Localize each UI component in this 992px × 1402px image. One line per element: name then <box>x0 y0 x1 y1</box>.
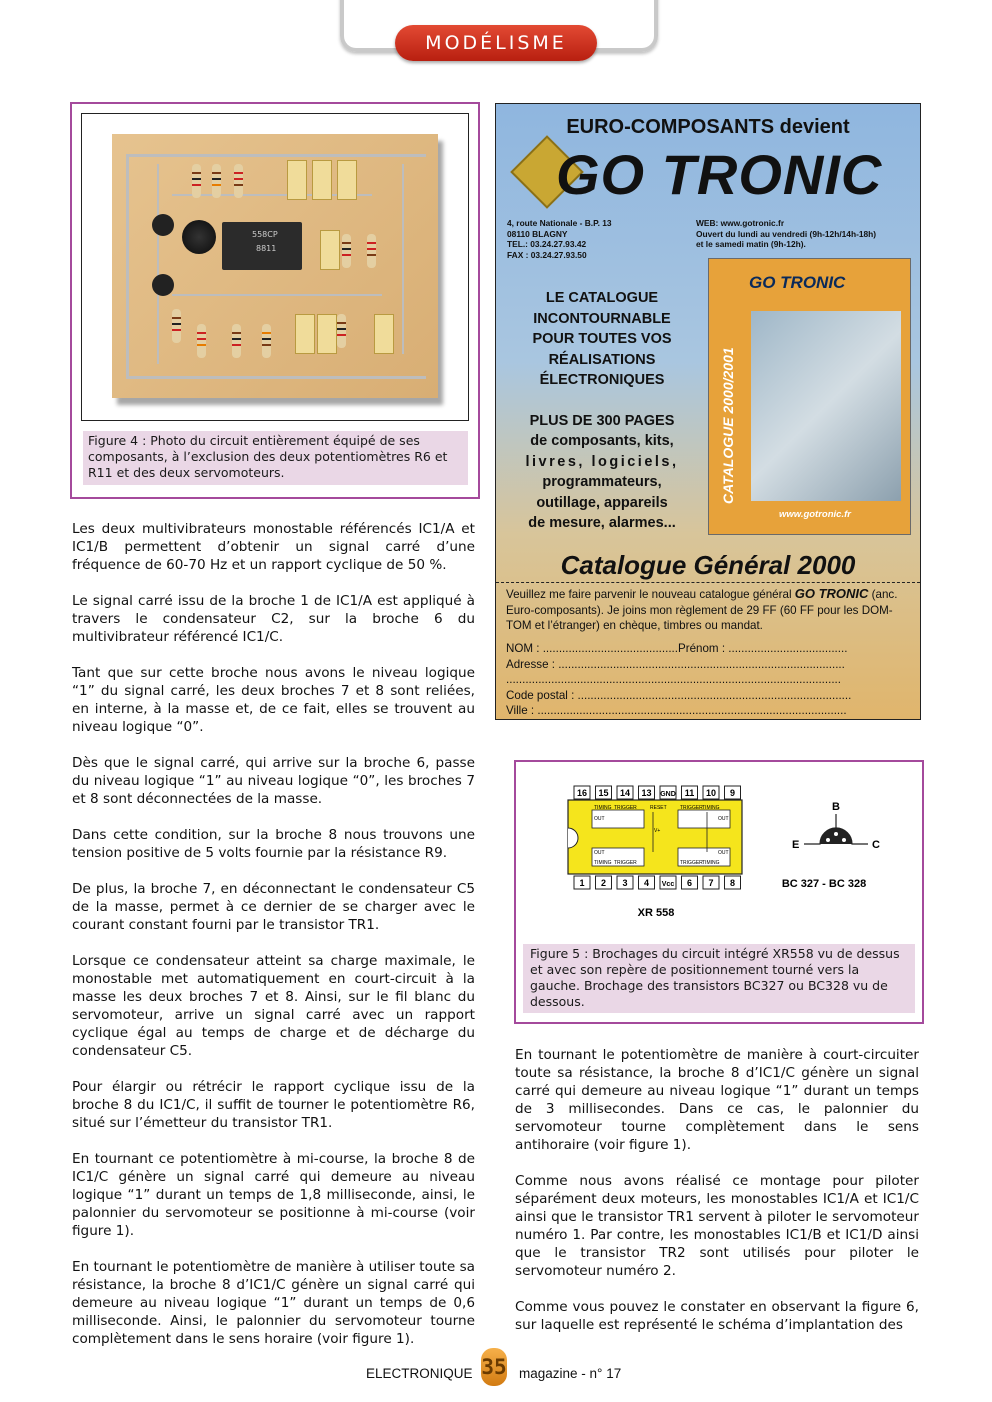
gotronic-advertisement <box>495 103 921 720</box>
circuit-board <box>112 134 438 398</box>
book-logo: GO TRONIC <box>749 273 846 292</box>
svg-text:TRIGGER: TRIGGER <box>680 860 703 866</box>
figure-5 <box>514 760 924 1024</box>
svg-text:XR 558: XR 558 <box>637 907 675 919</box>
pin-top-10-label: 10 <box>705 788 717 798</box>
paragraph: En tournant le potentiomètre de manière à court-circuiter toute sa résistance, la broche 8 d’IC1/C génère un signal carré qui demeure au niveau logique “1” durant un temps de 3 millisecondes. Dans ce cas, le palonnier du servomoteur tourne complètement dans le sens antihoraire (voir figure 1). <box>515 1047 919 1153</box>
svg-text:CATALOGUE 2000/2001: CATALOGUE 2000/2001 <box>720 347 736 504</box>
catalogue-cover <box>708 258 911 535</box>
address-field[interactable]: Adresse : ......................................................................................... <box>506 657 845 671</box>
paragraph: Dès que le signal carré, qui arrive sur la broche 6, passe du niveau logique “1” au niveau logique “0”, les broches 7 et 8 sont déconnectées de la masse. <box>72 755 475 807</box>
pin-bottom-2-label: 2 <box>600 878 607 888</box>
figure-4-caption: Figure 4 : Photo du circuit entièrement équipé de ses composants, à l’exclusion des deux potentiomètres R6 et R11 et des deux servomoteurs. <box>83 431 468 485</box>
left-column-text <box>72 520 475 1366</box>
pin-bottom-1-label: 1 <box>579 878 585 888</box>
pin-top-15-label: 15 <box>598 788 609 798</box>
paragraph: En tournant le potentiomètre de manière à utiliser toute sa résistance, la broche 8 d’IC1/C génère un signal carré qui demeure au niveau logique “1” durant un temps de 0,6 milliseconde. Ainsi, le palonnier du servomoteur tourne complètement dans le sens horaire (voir figure 1). <box>72 1259 475 1347</box>
page-number: 35 <box>481 1348 507 1386</box>
svg-text:TRIGGER: TRIGGER <box>680 805 703 811</box>
section-banner: MODÉLISME <box>395 25 597 61</box>
book-url: www.gotronic.fr <box>779 509 851 520</box>
ic-chip: 558CP 8811 <box>222 222 302 270</box>
order-form <box>496 582 920 719</box>
pin-top-GND-label: GND <box>660 791 676 798</box>
pin-top-14-label: 14 <box>619 788 631 798</box>
paragraph: Dans cette condition, sur la broche 8 nous trouvons une tension positive de 5 volts fournie par la résistance R9. <box>72 827 475 861</box>
catalogue-pitch: LE CATALOGUE INCONTOURNABLE POUR TOUTES VOS RÉALISATIONS ÉLECTRONIQUES PLUS DE 300 PAGES de composants, kits, livres, logiciels, programmateurs, outillage, appareils de mesure, alarmes... <box>525 290 679 531</box>
ad-headline: Catalogue Général 2000 <box>560 550 856 580</box>
ad-logo: GO TRONIC <box>556 143 883 206</box>
svg-text:OUT: OUT <box>594 816 605 822</box>
svg-text:TIMING: TIMING <box>702 805 720 811</box>
ad-title: EURO-COMPOSANTS devient <box>566 116 850 138</box>
city-field[interactable]: Ville : ................................................................................................ <box>506 704 847 717</box>
pin-bottom-Vcc-label: Vcc <box>661 881 675 888</box>
pin-bottom-4-label: 4 <box>643 878 650 888</box>
svg-text:C: C <box>872 839 880 851</box>
paragraph: Les deux multivibrateurs monostable référencés IC1/A et IC1/B permettent d’obtenir un signal carré d’une fréquence de 60-70 Hz et un rapport cyclique de 50 %. <box>72 521 475 573</box>
pin-bottom-3-label: 3 <box>622 878 628 888</box>
svg-text:TIMING: TIMING <box>594 805 612 811</box>
paragraph: Le signal carré issu de la broche 1 de IC1/A est appliqué à travers le condensateur C2, sur la broche 6 du multivibrateur référencé IC1/C. <box>72 593 475 645</box>
pin-top-13-label: 13 <box>641 788 652 798</box>
svg-text:B: B <box>832 801 840 813</box>
ad-address: 4, route Nationale - B.P. 13 08110 BLAGNY TEL.: 03.24.27.93.42 FAX : 03.24.27.93.50 <box>507 218 612 260</box>
paragraph: Comme vous pouvez le constater en observant la figure 6, sur laquelle est représenté le schéma d’implantation des <box>515 1299 919 1333</box>
paragraph: Pour élargir ou rétrécir le rapport cyclique issu de la broche 8 du IC1/C, il suffit de tourner le potentiomètre R6, situé sur l’émetteur du transistor TR1. <box>72 1079 475 1131</box>
pin-top-9-label: 9 <box>729 788 736 798</box>
svg-text:E: E <box>792 839 800 851</box>
svg-text:V+: V+ <box>654 828 661 834</box>
footer-issue: magazine - n° 17 <box>519 1366 622 1381</box>
pin-bottom-6-label: 6 <box>686 878 693 888</box>
svg-text:OUT: OUT <box>718 850 729 856</box>
name-field[interactable]: NOM : ..........................................Prénom : ..................................... <box>506 642 848 655</box>
paragraph: Tant que sur cette broche nous avons le niveau logique “1” du signal carré, les deux broches 7 et 8 sont reliées, en interne, à la masse et, de ce fait, elles se trouvent au niveau logique “0”. <box>72 665 475 735</box>
paragraph: En tournant ce potentiomètre à mi-course, la broche 8 de IC1/C génère un signal carré qui demeure au niveau logique “1” durant un temps de 1,8 milliseconde, ainsi, le palonnier du servomoteur se positionne à mi-course (voir figure 1). <box>72 1151 475 1239</box>
svg-text:TRIGGER: TRIGGER <box>614 860 637 866</box>
paragraph: De plus, la broche 7, en déconnectant le condensateur C5 de la masse, permet à ce dernier de se charger avec le courant constant fourni par le transistor TR1. <box>72 881 475 933</box>
book-spine-text <box>715 319 739 509</box>
svg-text:RESET: RESET <box>650 805 667 811</box>
order-form-intro: Veuillez me faire parvenir le nouveau catalogue général GO TRONIC (anc. Euro-composants). Je joins mon règlement de 29 FF (60 FF pour les DOM-TOM et l’étranger) en chèque, timbres ou mandat. <box>506 586 898 632</box>
svg-text:TRIGGER: TRIGGER <box>614 805 637 811</box>
pin-bottom-8-label: 8 <box>729 878 736 888</box>
svg-text:TIMING: TIMING <box>702 860 720 866</box>
paragraph: Comme nous avons réalisé ce montage pour piloter séparément deux moteurs, les monostables IC1/A et IC1/C ainsi que le transistor TR1 servent à piloter le servomoteur numéro 1. Par contre, les monostables IC1/B et IC1/D ainsi que le transistor TR2 sont utilisés pour piloter le servomoteur numéro 2. <box>515 1173 919 1279</box>
address-field-2[interactable]: ........................................................................................................ <box>506 673 841 686</box>
pin-bottom-7-label: 7 <box>708 878 714 888</box>
svg-text:BC 327 - BC 328: BC 327 - BC 328 <box>781 878 867 890</box>
order-form-fields[interactable] <box>506 641 912 719</box>
right-column-text <box>515 1046 919 1352</box>
circuit-photo <box>81 113 469 421</box>
pinout-diagram <box>556 780 906 940</box>
figure-4 <box>70 102 480 499</box>
book-cover-photo <box>751 311 901 501</box>
pin-top-11-label: 11 <box>684 788 695 798</box>
svg-text:OUT: OUT <box>718 816 729 822</box>
footer-magazine-name: ELECTRONIQUE <box>366 1366 473 1381</box>
ad-web: WEB: www.gotronic.fr Ouvert du lundi au vendredi (9h-12h/14h-18h) et le samedi matin (9h-12h). <box>696 218 877 249</box>
svg-text:OUT: OUT <box>594 850 605 856</box>
postcode-field[interactable]: Code postal : ..................................................................................... <box>506 688 852 702</box>
electrolytic-capacitor <box>182 220 216 254</box>
pin-top-16-label: 16 <box>576 788 588 798</box>
paragraph: Lorsque ce condensateur atteint sa charge maximale, le monostable met automatiquement en court-circuit à la masse les deux broches 7 et 8. Ainsi, sur le fil blanc du servomoteur, arrive un signal carré avec un rapport cyclique égal au temps de charge et de décharge du condensateur C5. <box>72 953 475 1059</box>
svg-text:TIMING: TIMING <box>594 860 612 866</box>
figure-5-caption: Figure 5 : Brochages du circuit intégré XR558 vu de dessus et avec son repère de positionnement tourné vers la gauche. Brochage des transistors BC327 ou BC328 vu de dessous. <box>523 944 915 1013</box>
